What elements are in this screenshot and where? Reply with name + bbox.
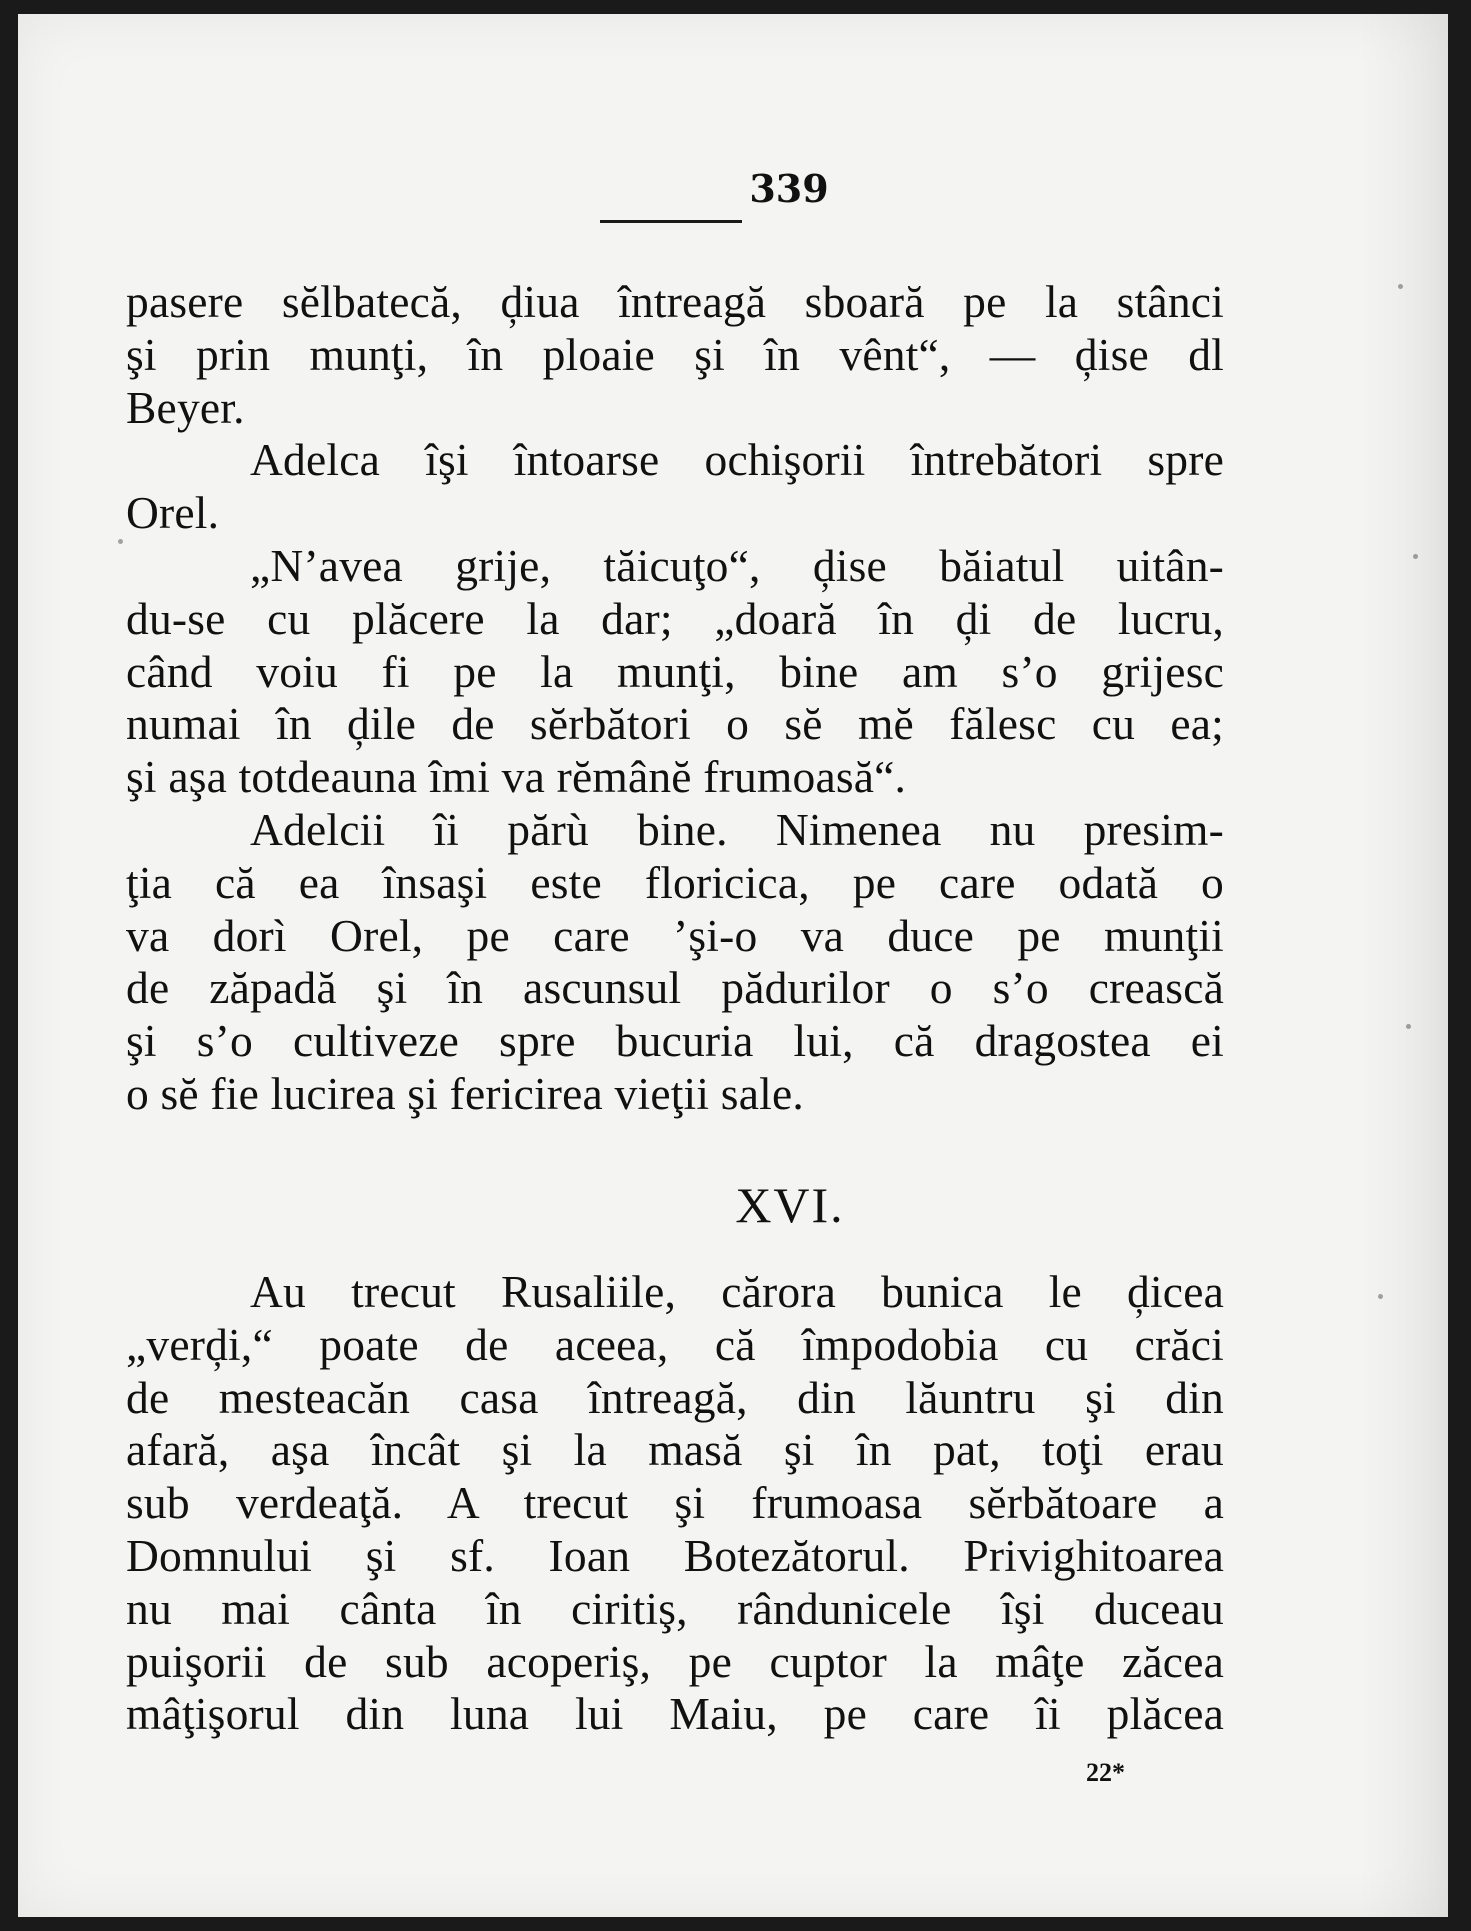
paper-speck	[1378, 1294, 1383, 1299]
book-page	[18, 14, 1448, 1917]
text-line: puişorii de sub acoperiş, pe cuptor la mâţe zăcea	[126, 1635, 1224, 1687]
chapter-heading: XVI.	[735, 1177, 845, 1233]
text-line: afară, aşa încât şi la masă şi în pat, toţi erau	[126, 1424, 1224, 1476]
text-line: Adelcii îi părù bine. Nimenea nu presim-	[250, 803, 1224, 855]
text-line: o sĕ fie lucirea şi fericirea vieţii sale.	[126, 1067, 804, 1119]
text-line: Domnului şi sf. Ioan Botezătorul. Privighitoarea	[126, 1529, 1224, 1581]
text-line: du-se cu plăcere la dar; „doară în ḑi de lucru,	[126, 592, 1224, 644]
text-line: şi aşa totdeauna îmi va rĕmânĕ frumoasă“.	[126, 751, 907, 803]
paper-speck	[1398, 284, 1403, 289]
text-line: nu mai cânta în ciritiş, rândunicele îşi duceau	[126, 1582, 1224, 1634]
text-line: Orel.	[126, 487, 220, 539]
text-line: de zăpadă şi în ascunsul pădurilor o s’o crească	[126, 962, 1224, 1014]
text-line: „N’avea grije, tăicuţo“, ḑise băiatul uitân-	[250, 539, 1224, 591]
text-line: şi prin munţi, în ploaie şi în vênt“, — ḑise dl	[126, 328, 1224, 380]
text-block-bottom	[126, 1266, 1224, 1741]
text-line: va dorì Orel, pe care ’şi-o va duce pe munţii	[126, 909, 1224, 961]
text-line: numai în ḑile de sĕrbători o sĕ mĕ fălesc cu ea;	[126, 698, 1224, 750]
text-line: Au trecut Rusaliile, cărora bunica le ḑicea	[250, 1266, 1224, 1317]
text-line: mâţişorul din luna lui Maiu, pe care îi plăcea	[126, 1688, 1224, 1740]
page-number: 339	[749, 166, 829, 211]
page-number-rule	[600, 220, 742, 223]
text-line: Beyer.	[126, 381, 245, 433]
printer-signature-mark: 22*	[1086, 1758, 1125, 1787]
text-line: când voiu fi pe la munţi, bine am s’o grijesc	[126, 645, 1224, 697]
text-line: ţia că ea însaşi este floricica, pe care odată o	[126, 856, 1224, 908]
text-line: pasere sĕlbatecă, ḑiua întreagă sboară pe la stânci	[126, 276, 1224, 327]
paper-speck	[118, 539, 123, 544]
paper-speck	[1413, 554, 1418, 559]
text-line: „verḑi,“ poate de aceea, că împodobia cu crăci	[126, 1318, 1224, 1370]
text-line: şi s’o cultiveze spre bucuria lui, că dragostea ei	[126, 1015, 1224, 1067]
text-line: de mesteacăn casa întreagă, din lăuntru şi din	[126, 1371, 1224, 1423]
text-block-top	[126, 276, 1224, 1121]
page-edge-shadow	[1358, 14, 1448, 1917]
paper-speck	[1406, 1024, 1411, 1029]
text-line: sub verdeaţă. A trecut şi frumoasa sĕrbătoare a	[126, 1477, 1224, 1529]
text-line: Adelca îşi întoarse ochişorii întrebători spre	[250, 434, 1224, 486]
